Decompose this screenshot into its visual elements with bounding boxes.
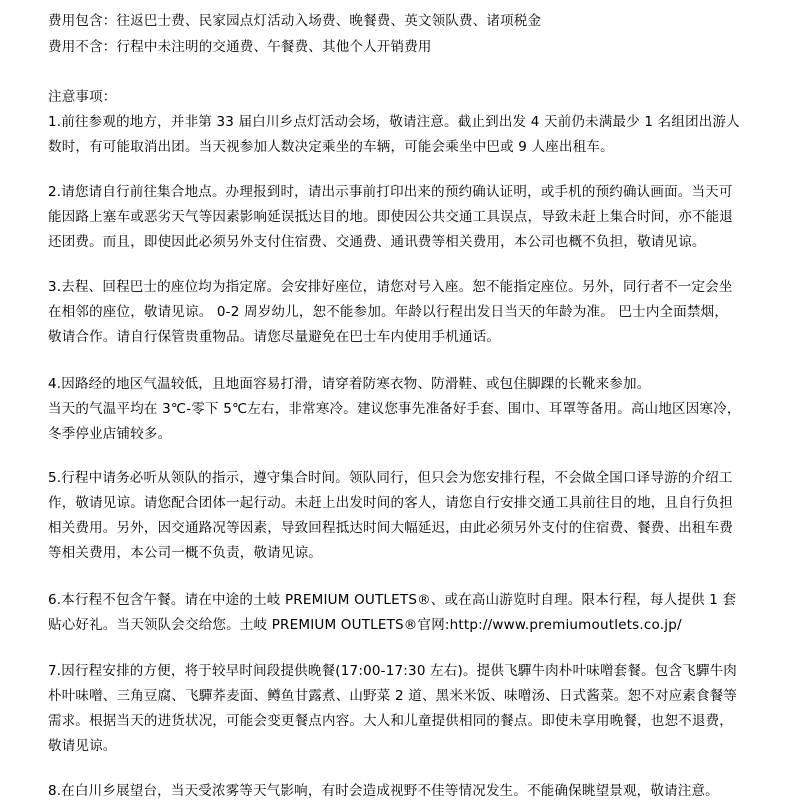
notice-6-line-2: 贴心好礼。当天领队会交给您。土岐 PREMIUM OUTLETS®官网:http://www.premiumoutlets.co.jp/ — [48, 617, 682, 633]
notice-4-line-3: 冬季停业店铺较多。 — [48, 426, 172, 442]
notice-3-line-2: 在相邻的座位，敬请见谅。 0-2 周岁幼儿，恕不能参加。年龄以行程出发日当天的年龄为准。 巴士内全面禁烟， — [48, 304, 729, 320]
notice-7-line-1: 7.因行程安排的方便，将于较早时间段提供晚餐(17:00-17:30 左右)。提供飞驒牛肉朴叶味噌套餐。包含飞驒牛肉 — [48, 663, 737, 679]
fee-included-text: 费用包含：往返巴士费、民家园点灯活动入场费、晚餐费、英文领队费、诸项税金 — [48, 13, 542, 29]
fee-excluded-text: 费用不含：行程中未注明的交通费、午餐费、其他个人开销费用 — [48, 39, 432, 55]
notice-7-line-2: 朴叶味噌、三角豆腐、飞驒荞麦面、鳟鱼甘露煮、山野菜 2 道、黑米米饭、味噌汤、日式酱菜。恕不对应素食餐等 — [48, 688, 738, 704]
notice-3-line-1: 3.去程、回程巴士的座位均为指定席。会安排好座位，请您对号入座。恕不能指定座位。另外，同行者不一定会坐 — [48, 279, 733, 295]
notice-2-line-1: 2.请您请自行前往集合地点。办理报到时，请出示事前打印出来的预约确认证明，或手机的预约确认画面。当天可 — [48, 184, 733, 200]
notice-1-line-1: 1.前往参观的地方，并非第 33 届白川乡点灯活动会场，敬请注意。截止到出发 4 天前仍未满最少 1 名组团出游人 — [48, 114, 740, 130]
notice-7-line-3: 需求。根据当天的进货状况，可能会变更餐点内容。大人和儿童提供相同的餐点。即使未享用晚餐，也恕不退费， — [48, 713, 733, 729]
notice-title: 注意事项： — [48, 89, 117, 105]
notice-8-line-1: 8.在白川乡展望台，当天受浓雾等天气影响，有时会造成视野不佳等情况发生。不能确保眺望景观，敬请注意。 — [48, 783, 719, 799]
notice-5-line-1: 5.行程中请务必听从领队的指示，遵守集合时间。领队同行，但只会为您安排行程，不会做全国口译导游的介绍工 — [48, 470, 733, 486]
notice-2-line-3: 还团费。而且，即使因此必须另外支付住宿费、交通费、通讯费等相关费用，本公司也概不负担，敬请见谅。 — [48, 234, 706, 250]
notice-7-line-4: 敬请见谅。 — [48, 738, 117, 754]
notice-5-line-4: 等相关费用，本公司一概不负责，敬请见谅。 — [48, 545, 322, 561]
notice-4-line-2: 当天的气温平均在 3℃-零下 5℃左右，非常寒冷。建议您事先准备好手套、围巾、耳罩等备用。高山地区因寒冷， — [48, 401, 741, 417]
notice-4-line-1: 4.因路经的地区气温较低，且地面容易打滑，请穿着防寒衣物、防滑鞋、或包住脚踝的长靴来参加。 — [48, 376, 651, 392]
notice-5-line-2: 作，敬请见谅。请您配合团体一起行动。未赶上出发时间的客人，请您自行安排交通工具前往目的地，且自行负担 — [48, 495, 733, 511]
notice-5-line-3: 相关费用。另外，因交通路况等因素，导致回程抵达时间大幅延迟，由此必须另外支付的住宿费、餐费、出租车费 — [48, 520, 733, 536]
notice-1-line-2: 数时，有可能取消出团。当天视参加人数决定乘坐的车辆，可能会乘坐中巴或 9 人座出租车。 — [48, 139, 614, 155]
notice-3-line-3: 敬请合作。请自行保管贵重物品。请您尽量避免在巴士车内使用手机通话。 — [48, 329, 501, 345]
notice-6-line-1: 6.本行程不包含午餐。请在中途的土岐 PREMIUM OUTLETS®、或在高山游览时自理。限本行程，每人提供 1 套 — [48, 592, 737, 608]
notice-2-line-2: 能因路上塞车或恶劣天气等因素影响延误抵达目的地。即使因公共交通工具误点，导致未赶上集合时间，亦不能退 — [48, 209, 733, 225]
